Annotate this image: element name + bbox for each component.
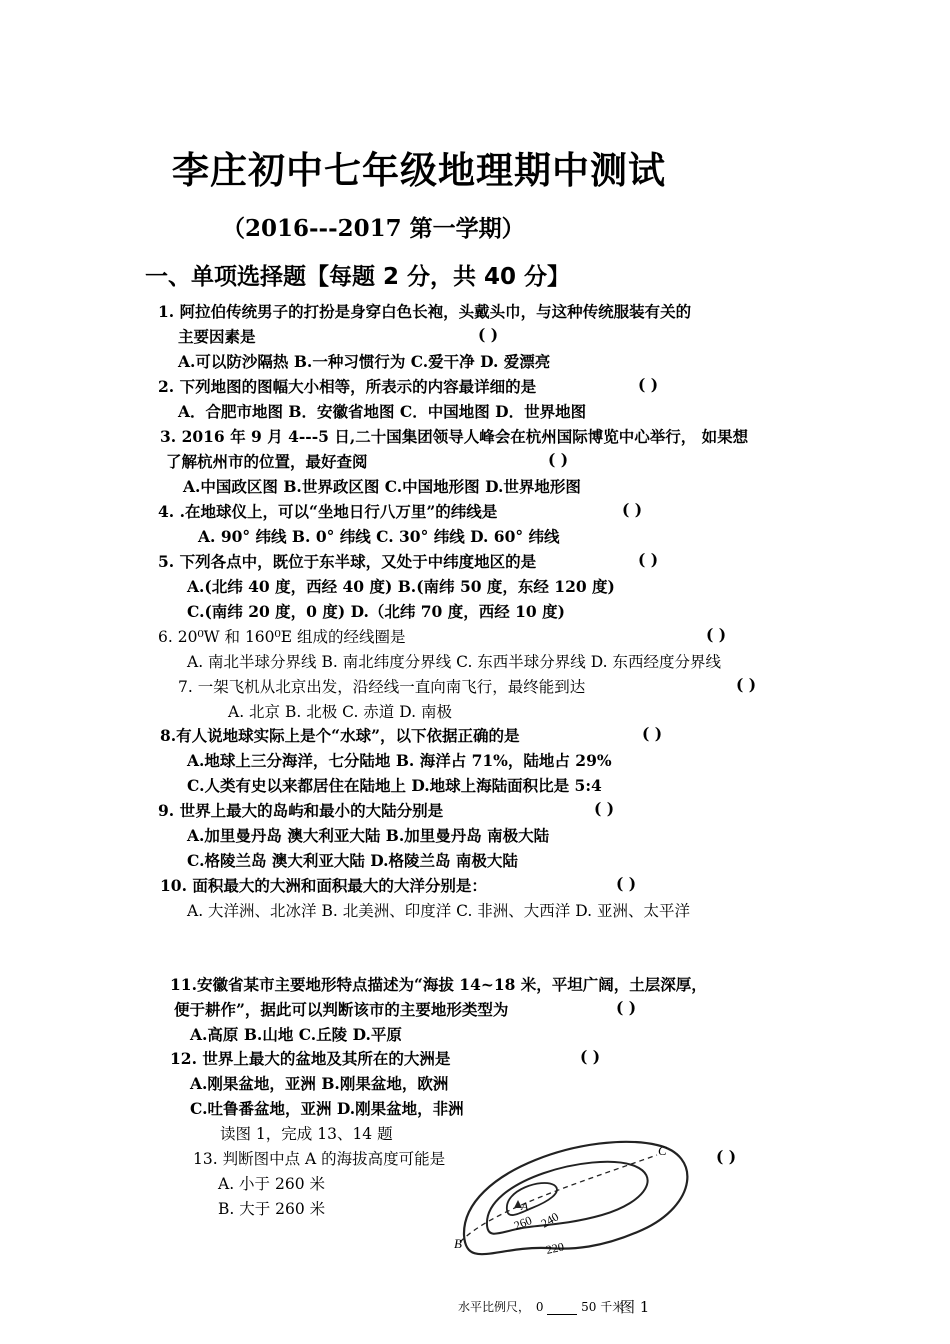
- question-line: 4. .在地球仪上，可以“坐地日行八万里”的纬线是: [158, 502, 498, 521]
- scale-value: 50 千米: [581, 1300, 625, 1314]
- question-line: C.格陵兰岛 澳大利亚大陆 D.格陵兰岛 南极大陆: [187, 851, 518, 870]
- answer-blank: ( ): [478, 325, 499, 344]
- question-line: 9. 世界上最大的岛屿和最小的大陆分别是: [158, 801, 444, 820]
- question-line: A.中国政区图 B.世界政区图 C.中国地形图 D.世界地形图: [183, 477, 581, 496]
- endpoint-c: C: [658, 1143, 667, 1158]
- answer-blank: ( ): [638, 550, 659, 569]
- answer-blank: ( ): [638, 375, 659, 394]
- section-heading: 一、单项选择题【每题 2 分，共 40 分】: [145, 264, 571, 290]
- figure-caption: 图 1: [620, 1298, 650, 1316]
- scale-line: [547, 1304, 577, 1315]
- question-line: C.(南纬 20 度，0 度) D.（北纬 70 度，西经 10 度): [187, 602, 565, 621]
- question-line: A. 南北半球分界线 B. 南北纬度分界线 C. 东西半球分界线 D. 东西经度分界线: [187, 653, 721, 671]
- question-line: A.高原 B.山地 C.丘陵 D.平原: [190, 1025, 402, 1044]
- question-line: 主要因素是: [178, 327, 256, 346]
- question-line: 7. 一架飞机从北京出发，沿经线一直向南飞行，最终能到达: [178, 678, 586, 696]
- answer-blank: ( ): [548, 450, 569, 469]
- answer-blank: ( ): [616, 998, 637, 1017]
- question-line: 6. 20⁰W 和 160⁰E 组成的经线圈是: [158, 628, 406, 646]
- question-line: A.刚果盆地，亚洲 B.刚果盆地，欧洲: [190, 1074, 449, 1093]
- question-line: C.人类有史以来都居住在陆地上 D.地球上海陆面积比是 5:4: [187, 776, 602, 795]
- question-line: 2. 下列地图的图幅大小相等，所表示的内容最详细的是: [158, 377, 537, 396]
- question-line: A. 大洋洲、北冰洋 B. 北美洲、印度洋 C. 非洲、大西洋 D. 亚洲、太平洋: [187, 902, 690, 920]
- page-subtitle: （2016---2017 第一学期）: [222, 215, 525, 242]
- answer-blank: ( ): [736, 675, 757, 694]
- question-line: 3. 2016 年 9 月 4---5 日,二十国集团领导人峰会在杭州国际博览中心举行， 如果想: [160, 427, 749, 446]
- question-line: B. 大于 260 米: [218, 1200, 326, 1218]
- question-line: C.吐鲁番盆地，亚洲 D.刚果盆地，非洲: [190, 1099, 464, 1118]
- question-line: 5. 下列各点中，既位于东半球，又处于中纬度地区的是: [158, 552, 537, 571]
- answer-blank: ( ): [580, 1047, 601, 1066]
- question-line: 10. 面积最大的大洲和面积最大的大洋分别是：: [160, 876, 487, 895]
- point-label: A: [521, 1199, 529, 1213]
- contour-label-240: 240: [538, 1209, 562, 1231]
- question-line: 便于耕作”，据此可以判断该市的主要地形类型为: [174, 1000, 509, 1019]
- question-line: A.(北纬 40 度，西经 40 度) B.(南纬 50 度，东经 120 度): [187, 577, 615, 596]
- answer-blank: ( ): [706, 625, 727, 644]
- scale-label: 水平比例尺: [458, 1300, 519, 1314]
- question-line: 8.有人说地球实际上是个“水球”，以下依据正确的是: [160, 726, 520, 745]
- question-line: 11.安徽省某市主要地形特点描述为“海拔 14~18 米，平坦广阔，土层深厚，: [170, 975, 707, 994]
- question-line: 13. 判断图中点 A 的海拔高度可能是: [193, 1150, 446, 1168]
- question-line: A.可以防沙隔热 B.一种习惯行为 C.爱干净 D. 爱漂亮: [178, 352, 551, 371]
- question-line: 1. 阿拉伯传统男子的打扮是身穿白色长袍，头戴头巾，与这种传统服装有关的: [158, 302, 692, 321]
- answer-blank: ( ): [716, 1147, 737, 1166]
- question-line: A.加里曼丹岛 澳大利亚大陆 B.加里曼丹岛 南极大陆: [187, 826, 550, 845]
- question-line: 了解杭州市的位置，最好查阅: [166, 452, 368, 471]
- contour-label-260: 260: [511, 1213, 534, 1233]
- question-line: A. 小于 260 米: [218, 1175, 325, 1193]
- question-line: A.地球上三分海洋，七分陆地 B. 海洋占 71%，陆地占 29%: [187, 751, 612, 770]
- question-line: 读图 1，完成 13、14 题: [220, 1125, 393, 1143]
- question-line: A. 90° 纬线 B. 0° 纬线 C. 30° 纬线 D. 60° 纬线: [198, 527, 560, 546]
- endpoint-b: B: [454, 1236, 462, 1251]
- answer-blank: ( ): [642, 724, 663, 743]
- answer-blank: ( ): [616, 874, 637, 893]
- question-line: A. 北京 B. 北极 C. 赤道 D. 南极: [228, 703, 452, 721]
- page-title: 李庄初中七年级地理期中测试: [172, 149, 666, 192]
- answer-blank: ( ): [622, 500, 643, 519]
- contour-label-220: 220: [544, 1239, 566, 1257]
- scale-bar: 水平比例尺， 0 50 千米: [458, 1300, 625, 1314]
- question-line: 12. 世界上最大的盆地及其所在的大洲是: [170, 1049, 451, 1068]
- answer-blank: ( ): [594, 799, 615, 818]
- contour-220: [464, 1142, 687, 1257]
- question-line: A．合肥市地图 B．安徽省地图 C．中国地图 D．世界地图: [178, 402, 587, 421]
- scale-zero: 0: [535, 1300, 544, 1314]
- contour-260: [507, 1183, 557, 1215]
